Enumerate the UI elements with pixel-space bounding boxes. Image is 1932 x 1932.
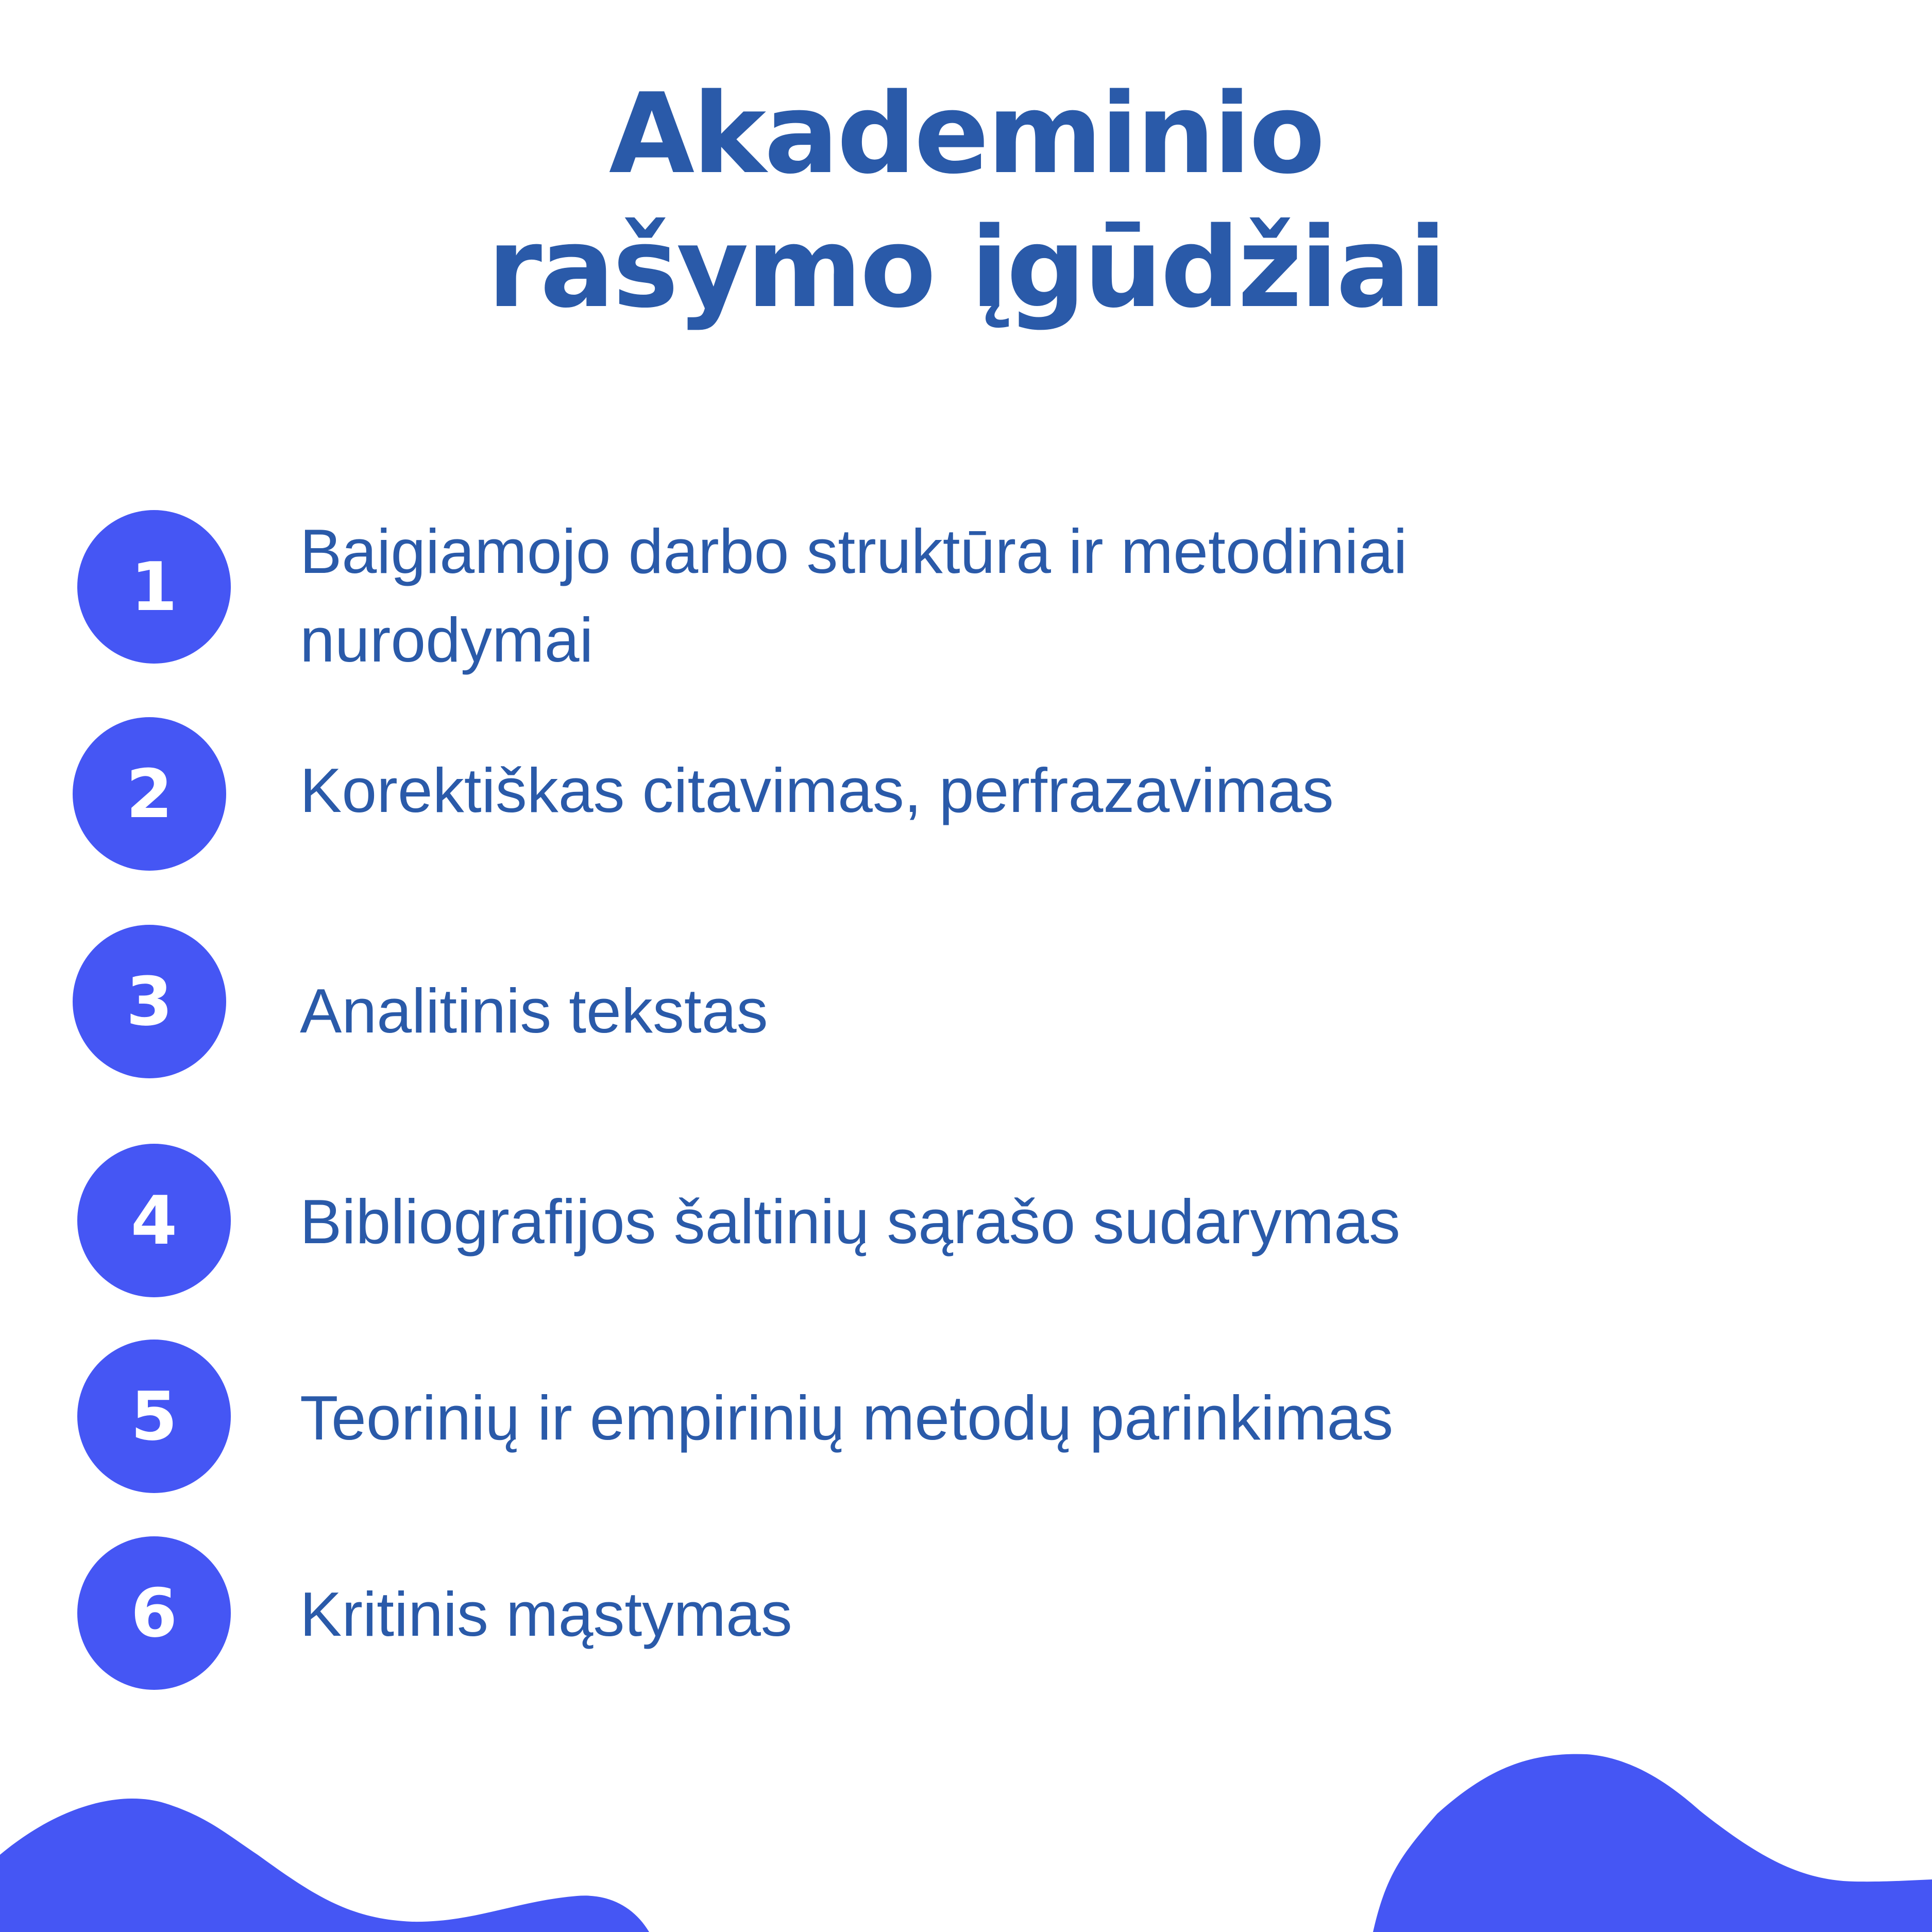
item-label-4: Bibliografijos šaltinių sąrašo sudarymas <box>300 1187 1400 1257</box>
title-line-1: Akademinio <box>608 69 1324 198</box>
item-label-2: Korektiškas citavimas, perfrazavimas <box>300 755 1334 825</box>
number-badge-2: 2 <box>73 717 226 871</box>
number-badge-4: 4 <box>77 1144 231 1297</box>
item-label-3: Analitinis tekstas <box>300 976 768 1046</box>
wave-right <box>1373 1754 1932 1932</box>
item-label-6: Kritinis mąstymas <box>300 1579 792 1649</box>
item-label-5: Teorinių ir empirinių metodų parinkimas <box>300 1383 1394 1453</box>
wave-left <box>0 1799 649 1932</box>
number-badge-3: 3 <box>73 925 226 1078</box>
number-badge-5: 5 <box>77 1340 231 1493</box>
number-badge-6: 6 <box>77 1536 231 1690</box>
number-badge-1: 1 <box>77 510 231 664</box>
item-label-1-line-2: nurodymai <box>300 605 594 675</box>
title-line-2: rašymo įgūdžiai <box>487 203 1445 332</box>
item-label-1-line-1: Baigiamojo darbo struktūra ir metodiniai <box>300 516 1408 586</box>
